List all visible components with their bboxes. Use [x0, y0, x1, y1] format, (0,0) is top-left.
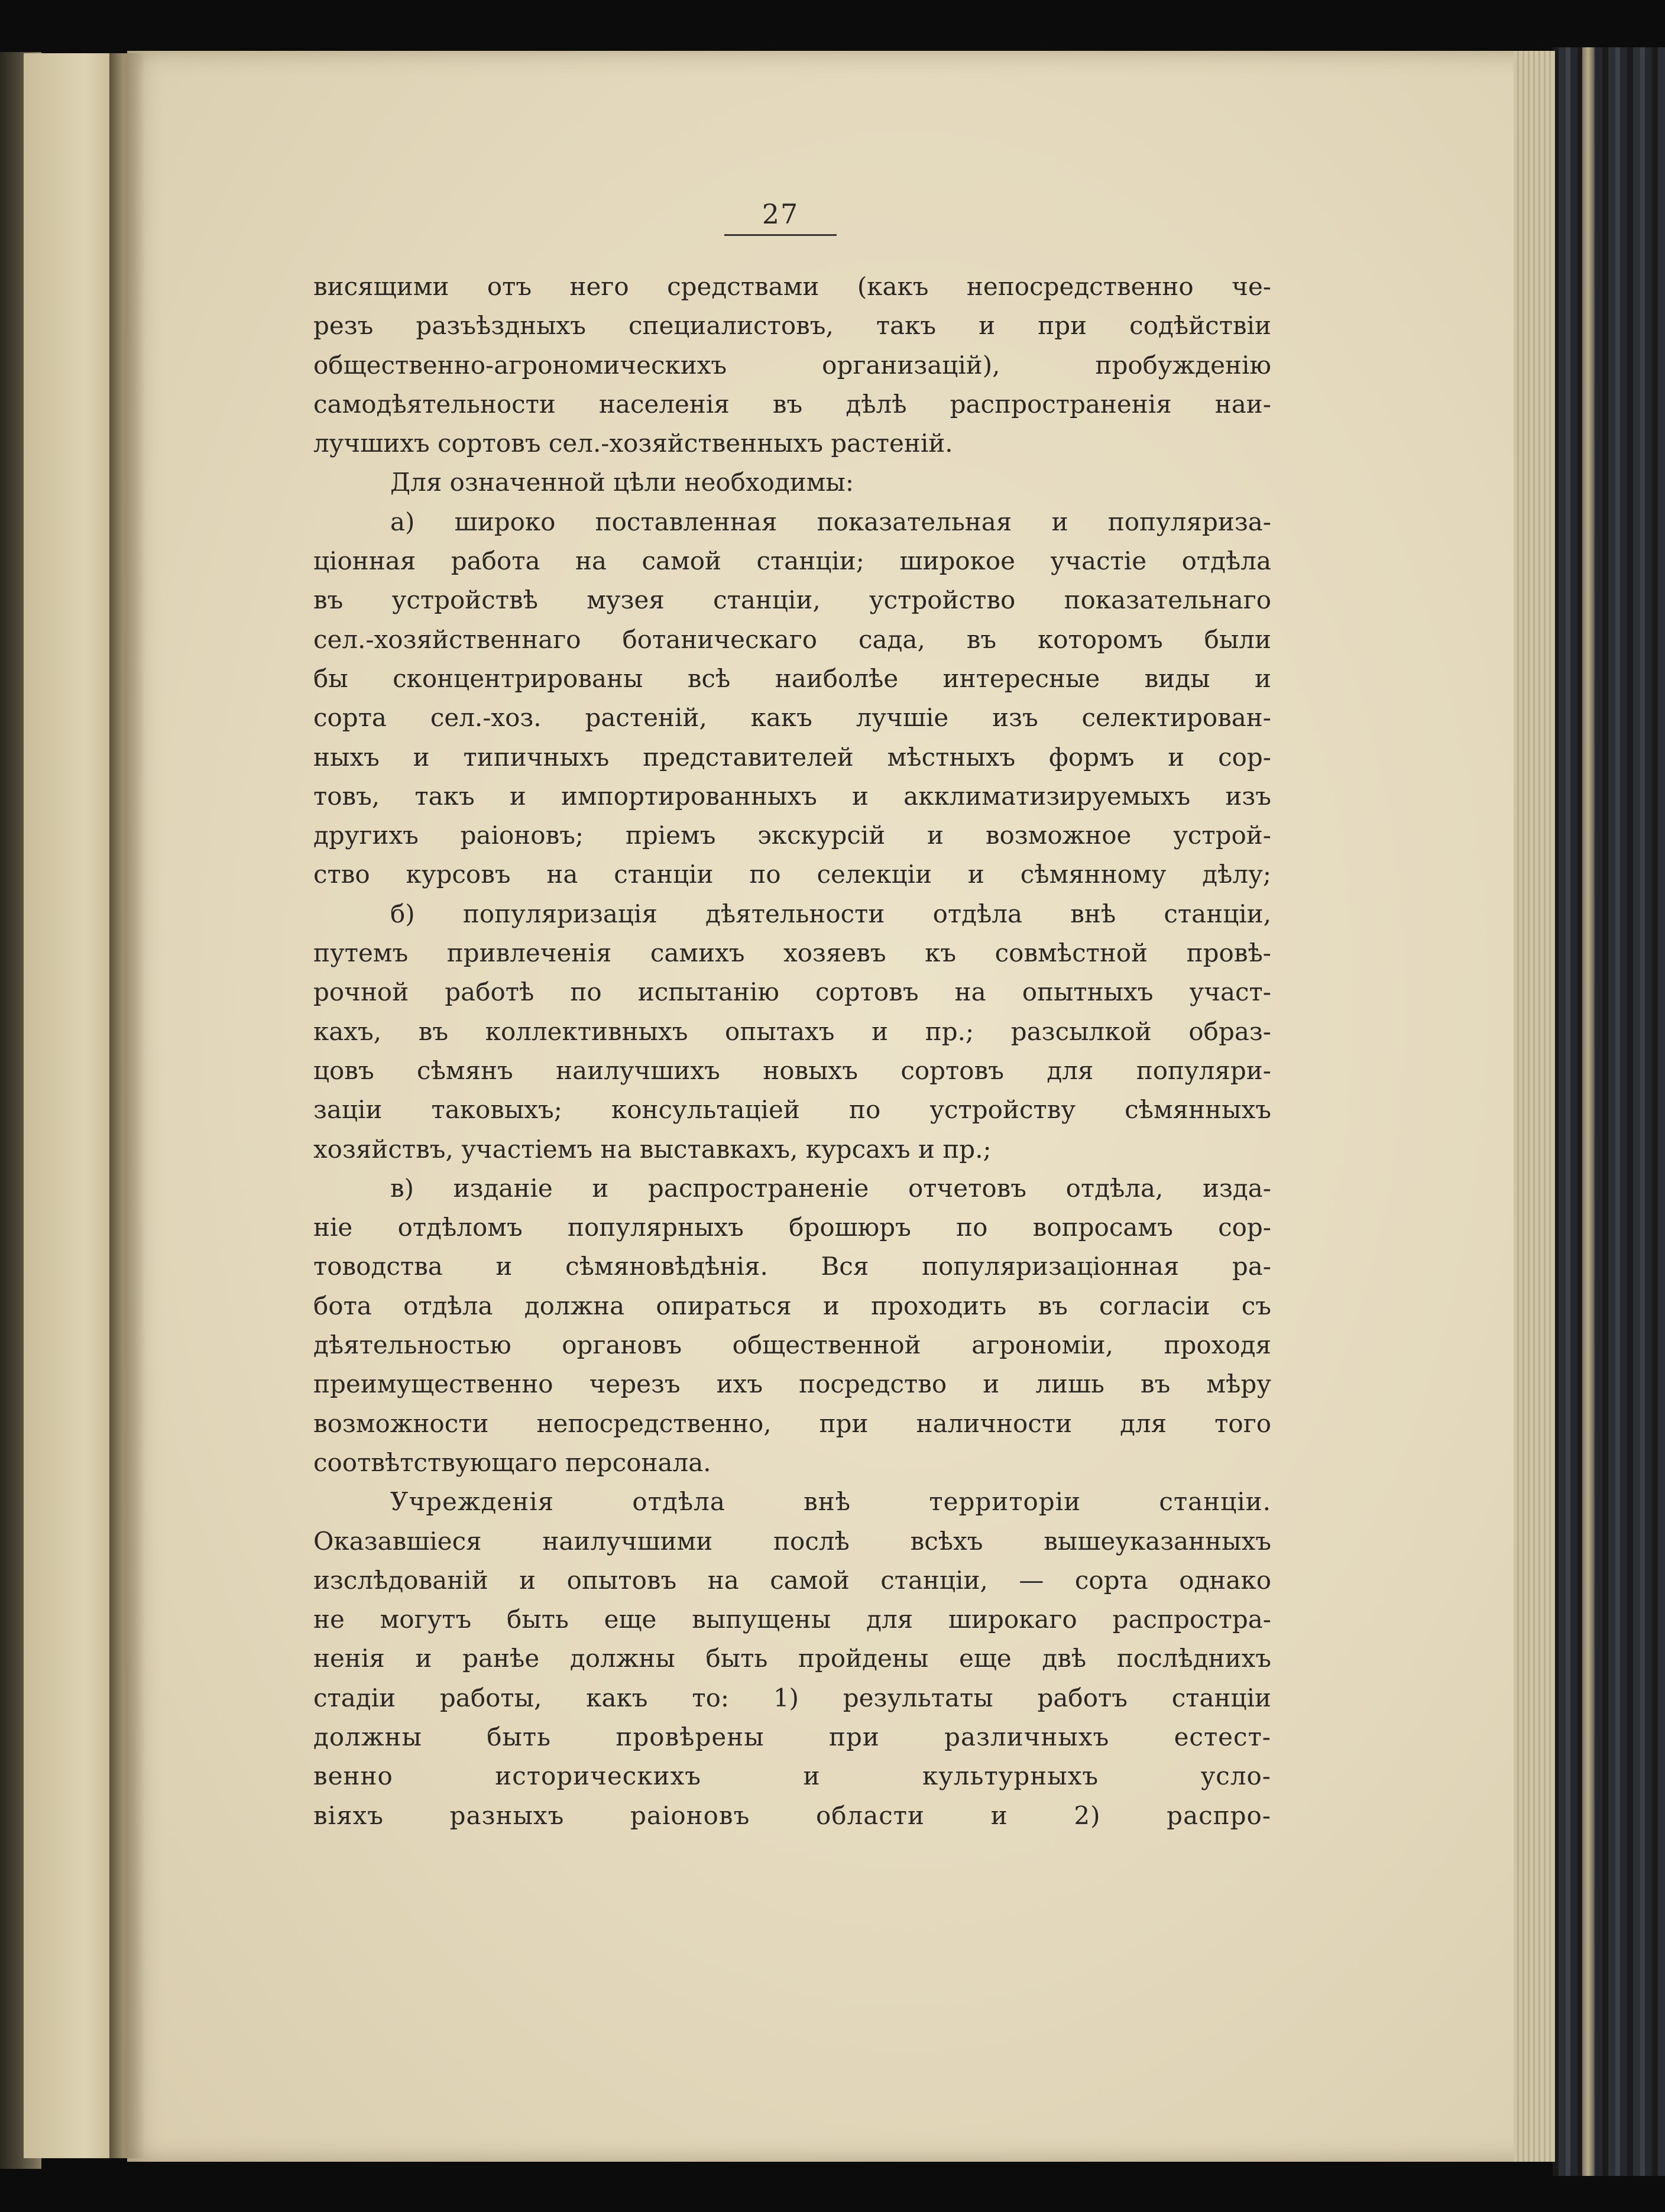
text-line: ненія и ранѣе должны быть пройдены еще двѣ послѣднихъ [313, 1644, 1271, 1673]
text-line: самодѣятельности населенія въ дѣлѣ распространенія наи- [313, 389, 1271, 419]
text-line: соотвѣтствующаго персонала. [313, 1447, 711, 1477]
text-line: цовъ сѣмянъ наилучшихъ новыхъ сортовъ для популяри- [313, 1055, 1271, 1085]
text-line: Оказавшіеся наилучшими послѣ всѣхъ вышеуказанныхъ [313, 1526, 1271, 1556]
text-line: а) широко поставленная показательная и популяриза- [390, 507, 1271, 536]
text-line: віяхъ разныхъ раіоновъ области и 2) распро- [313, 1800, 1271, 1830]
text-line: рочной работѣ по испытанію сортовъ на опытныхъ участ- [313, 977, 1271, 1007]
text-line: заціи таковыхъ; консультаціей по устройству сѣмянныхъ [313, 1095, 1271, 1125]
text-line: ціонная работа на самой станціи; широкое участіе отдѣла [313, 546, 1271, 576]
text-line: стадіи работы, какъ то: 1) результаты работъ станціи [313, 1683, 1271, 1712]
text-line: сел.-хозяйственнаго ботаническаго сада, въ которомъ были [313, 624, 1271, 654]
book-cover-right-edge [1582, 47, 1594, 2176]
section-heading-line: Учрежденія отдѣла внѣ территоріи станціи. [390, 1487, 1271, 1517]
text-line: в) изданіе и распространеніе отчетовъ отдѣла, изда- [390, 1173, 1271, 1203]
book-cover-right [1553, 47, 1665, 2176]
text-line: другихъ раіоновъ; пріемъ экскурсій и возможное устрой- [313, 821, 1271, 850]
text-line: ство курсовъ на станціи по селекціи и сѣмянному дѣлу; [313, 860, 1271, 889]
text-line: висящими отъ него средствами (какъ непосредственно че- [313, 272, 1271, 301]
text-line: дѣятельностью органовъ общественной агрономіи, проходя [313, 1330, 1271, 1360]
text-line: общественно-агрономическихъ организацій), пробужденію [313, 350, 1271, 380]
text-line: Для означенной цѣли необходимы: [390, 468, 854, 497]
page-number: 27 [762, 198, 799, 230]
text-line: венно историческихъ и культурныхъ усло- [313, 1761, 1271, 1791]
text-line: хозяйствъ, участіемъ на выставкахъ, курсахъ и пр.; [313, 1134, 992, 1164]
text-line: изслѣдованій и опытовъ на самой станціи, — сорта однако [313, 1565, 1271, 1595]
text-line: ніе отдѣломъ популярныхъ брошюръ по вопросамъ сор- [313, 1213, 1271, 1242]
text-line: кахъ, въ коллективныхъ опытахъ и пр.; разсылкой образ- [313, 1016, 1271, 1046]
text-line: сорта сел.-хоз. растеній, какъ лучшіе изъ селектирован- [313, 703, 1271, 733]
text-line: товодства и сѣмяновѣдѣнія. Вся популяризаціонная ра- [313, 1252, 1271, 1281]
page-gutter-shadow [109, 53, 145, 2158]
text-line: путемъ привлеченія самихъ хозяевъ къ совмѣстной провѣ- [313, 938, 1271, 968]
text-line: товъ, такъ и импортированныхъ и акклиматизируемыхъ изъ [313, 781, 1271, 811]
text-line: бы сконцентрированы всѣ наиболѣе интересные виды и [313, 663, 1271, 693]
text-line: преимущественно черезъ ихъ посредство и лишь въ мѣру [313, 1369, 1271, 1399]
text-line: не могутъ быть еще выпущены для широкаго распростра- [313, 1605, 1271, 1634]
text-line: лучшихъ сортовъ сел.-хозяйственныхъ растеній. [313, 429, 953, 458]
page-number-rule [724, 234, 837, 236]
text-line: бота отдѣла должна опираться и проходить въ согласіи съ [313, 1291, 1271, 1320]
text-line: резъ разъѣздныхъ специалистовъ, такъ и при содѣйствіи [313, 311, 1271, 341]
text-line: должны быть провѣрены при различныхъ естест- [313, 1722, 1271, 1751]
page-stack-edge [1514, 51, 1555, 2162]
text-line: ныхъ и типичныхъ представителей мѣстныхъ формъ и сор- [313, 742, 1271, 772]
page-body-text [313, 267, 1271, 1835]
text-line: возможности непосредственно, при наличности для того [313, 1408, 1271, 1438]
text-line: въ устройствѣ музея станціи, устройство показательнаго [313, 585, 1271, 615]
text-line: б) популяризація дѣятельности отдѣла внѣ станціи, [390, 899, 1271, 928]
